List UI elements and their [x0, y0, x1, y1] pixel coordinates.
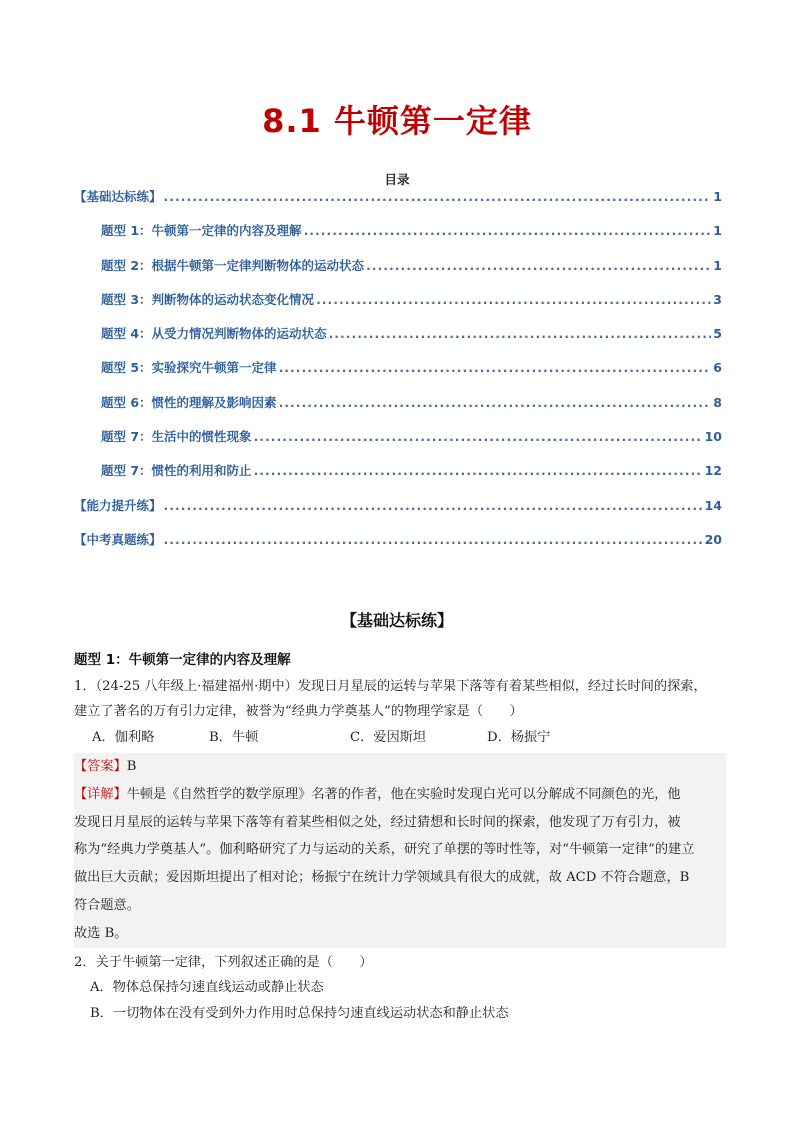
- toc-entry-label: 题型 4：从受力情况判断物体的运动状态: [101, 326, 327, 342]
- toc-entry[interactable]: [74, 324, 722, 358]
- toc-leader-dots: [329, 326, 712, 341]
- toc-entry[interactable]: [74, 187, 722, 221]
- answer-box: [74, 753, 726, 948]
- toc-entry-label: 【中考真题练】: [74, 531, 162, 547]
- question-2-option-b: B．一切物体在没有受到外力作用时总保持匀速直线运动状态和静止状态: [90, 1005, 509, 1021]
- detail-line-2: 发现日月星辰的运转与苹果下落等有着某些相似之处，经过猜想和长时间的探索，他发现了万有引力，被: [74, 814, 681, 830]
- question-type-heading: 题型 1：牛顿第一定律的内容及理解: [74, 652, 291, 668]
- toc-entry-label: 题型 7：生活中的惯性现象: [101, 429, 252, 445]
- toc-leader-dots: [279, 395, 712, 410]
- toc-entry[interactable]: [74, 221, 722, 255]
- toc-entry-label: 题型 7：惯性的利用和防止: [101, 463, 252, 479]
- toc-entry[interactable]: [74, 393, 722, 427]
- toc-entry-page: 20: [704, 531, 722, 547]
- page-title: 8.1 牛顿第一定律: [262, 102, 532, 140]
- toc-entry-page: 1: [713, 189, 722, 204]
- answer-line: [74, 753, 726, 781]
- section-heading: 【基础达标练】: [340, 611, 453, 630]
- toc-entry[interactable]: [74, 358, 722, 392]
- toc-entry-page: 10: [704, 429, 722, 445]
- toc-entry[interactable]: [74, 496, 722, 530]
- toc-entry-page: 1: [713, 223, 722, 239]
- question-1-line-1: 1．（24-25 八年级上·福建福州·期中）发现日月星辰的运转与苹果下落等有着某些相似，经过长时间的探索，: [74, 678, 707, 694]
- detail-line-3: 称为“经典力学奠基人”。伽利略研究了力与运动的关系，研究了单摆的等时性等，对“牛顿第一定律”的建立: [74, 842, 695, 858]
- toc-entry-page: 14: [704, 497, 722, 513]
- question-1-line-2: 建立了著名的万有引力定律，被誉为“经典力学奠基人”的物理学家是（ ）: [74, 704, 523, 719]
- toc-entry-label: 题型 6：惯性的理解及影响因素: [101, 394, 277, 410]
- detail-tag: 【详解】: [74, 786, 127, 802]
- detail-line-5: 符合题意。: [74, 897, 140, 913]
- toc-leader-dots: [164, 498, 703, 513]
- toc-entry-label: 题型 5：实验探究牛顿第一定律: [101, 360, 277, 376]
- toc-leader-dots: [279, 360, 712, 375]
- toc-entry[interactable]: [74, 427, 722, 461]
- toc-entry-page: 5: [713, 326, 722, 342]
- toc-leader-dots: [254, 429, 703, 444]
- section-content: [74, 648, 726, 1026]
- toc-entry-page: 12: [704, 463, 722, 479]
- toc-leader-dots: [366, 258, 711, 273]
- toc-entry-page: 1: [713, 257, 722, 273]
- option-b: B．牛顿: [209, 729, 259, 745]
- toc-entry-label: 题型 2：根据牛顿第一定律判断物体的运动状态: [101, 257, 365, 273]
- toc-leader-dots: [254, 463, 703, 478]
- detail-line-4: 做出巨大贡献；爱因斯坦提出了相对论；杨振宁在统计力学领域具有很大的成就，故 ACD 不符合题意，B: [74, 870, 690, 886]
- toc-leader-dots: [316, 292, 711, 307]
- answer-value: B: [126, 759, 137, 774]
- option-c: C．爱因斯坦: [350, 729, 427, 745]
- toc-entry-page: 6: [713, 360, 722, 376]
- toc-leader-dots: [304, 223, 712, 238]
- toc-entry-label: 【能力提升练】: [74, 497, 162, 513]
- toc-leader-dots: [164, 532, 703, 547]
- toc-entry-label: 题型 1：牛顿第一定律的内容及理解: [101, 223, 302, 239]
- question-1-options: [74, 725, 726, 751]
- toc-leader-dots: [164, 189, 712, 204]
- detail-text-1: 牛顿是《自然哲学的数学原理》名著的作者，他在实验时发现白光可以分解成不同颜色的光，他: [126, 786, 681, 802]
- toc-entry-page: 8: [713, 394, 722, 410]
- toc-entry[interactable]: [74, 290, 722, 324]
- toc-entry-label: 题型 3：判断物体的运动状态变化情况: [101, 291, 315, 307]
- table-of-contents: [74, 187, 722, 564]
- question-2-option-a: A．物体总保持匀速直线运动或静止状态: [90, 980, 324, 996]
- toc-entry[interactable]: [74, 461, 722, 495]
- detail-conclusion: 故选 B。: [74, 925, 128, 941]
- toc-entry-page: 3: [713, 291, 722, 307]
- option-d: D．杨振宁: [487, 729, 551, 745]
- toc-entry[interactable]: [74, 530, 722, 564]
- toc-entry-label: 【基础达标练】: [74, 189, 162, 204]
- toc-entry[interactable]: [74, 256, 722, 290]
- option-a: A．伽利略: [92, 729, 155, 745]
- answer-tag: 【答案】: [74, 759, 127, 774]
- toc-heading: 目录: [384, 172, 410, 187]
- detail-line-1: [74, 781, 726, 809]
- question-2-line-1: 2．关于牛顿第一定律，下列叙述正确的是（ ）: [74, 954, 373, 970]
